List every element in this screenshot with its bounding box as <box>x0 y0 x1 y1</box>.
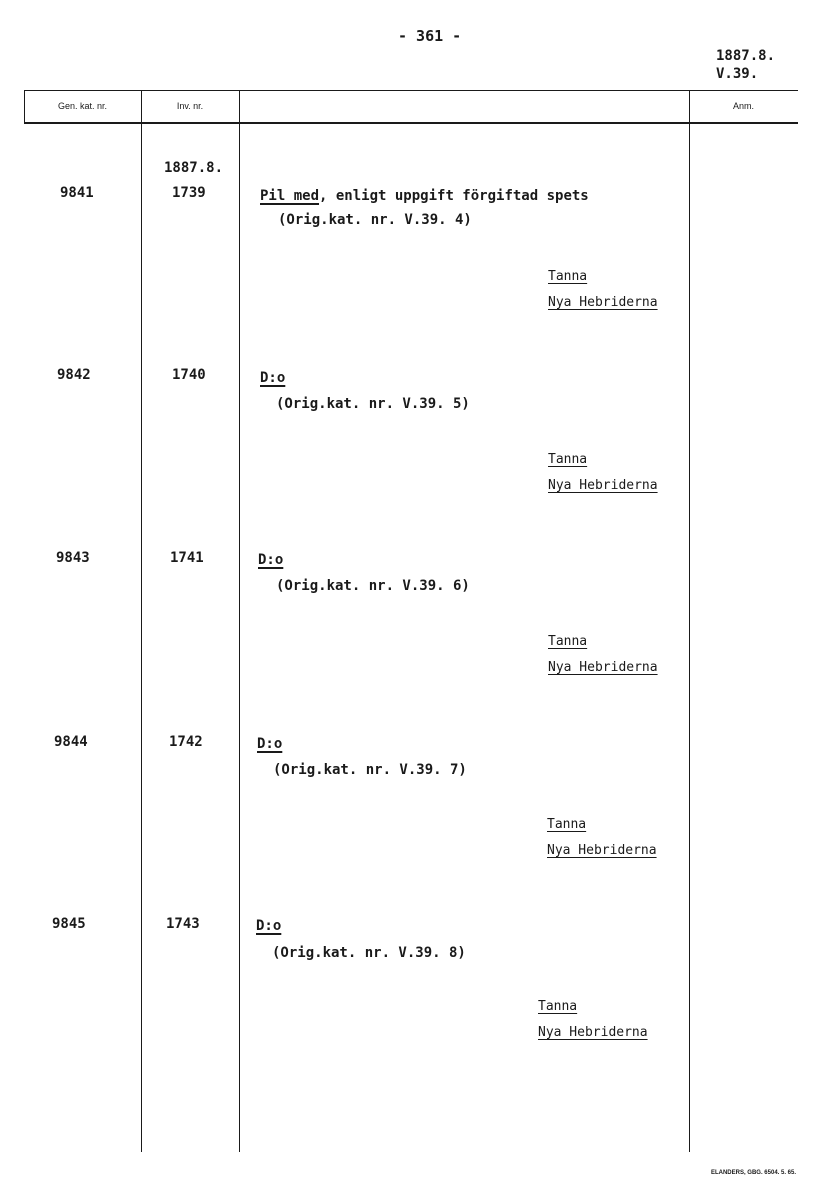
catalog-reference-year: 1887.8. <box>716 48 776 64</box>
place-island: Tanna <box>548 634 588 649</box>
inv-prefix: 1887.8. <box>164 160 224 176</box>
gen-kat-number: 9845 <box>52 916 86 932</box>
orig-kat-number: (Orig.kat. nr. V.39. 5) <box>276 396 470 412</box>
inv-number: 1739 <box>172 185 206 201</box>
place-island: Tanna <box>538 999 578 1014</box>
entry-title-underlined: D:o <box>256 918 282 934</box>
entry-title <box>257 736 282 752</box>
column-divider-gen-inv <box>141 90 142 1152</box>
column-divider-inv-desc <box>239 90 240 1152</box>
place-region: Nya Hebriderna <box>547 843 657 858</box>
entry-title-underlined: Pil med <box>260 188 320 204</box>
entry-title-underlined: D:o <box>260 370 286 386</box>
place-region: Nya Hebriderna <box>538 1025 648 1040</box>
orig-kat-number: (Orig.kat. nr. V.39. 8) <box>272 945 466 961</box>
orig-kat-number: (Orig.kat. nr. V.39. 4) <box>278 212 472 228</box>
place-block <box>538 994 648 1046</box>
gen-kat-number: 9842 <box>57 367 91 383</box>
place-island: Tanna <box>548 452 588 467</box>
gen-kat-number: 9844 <box>54 734 88 750</box>
catalog-reference-code: V.39. <box>716 66 759 82</box>
entry-title <box>256 918 281 934</box>
place-block <box>548 629 658 681</box>
place-block <box>548 447 658 499</box>
entry-title <box>260 188 589 204</box>
entry-title <box>258 552 283 568</box>
place-island: Tanna <box>547 817 587 832</box>
column-header-inv-nr: Inv. nr. <box>176 101 204 111</box>
gen-kat-number: 9843 <box>56 550 90 566</box>
place-island: Tanna <box>548 269 588 284</box>
entry-title-underlined: D:o <box>257 736 283 752</box>
inv-number: 1741 <box>170 550 204 566</box>
column-divider-desc-anm <box>689 90 690 1152</box>
place-block <box>548 264 658 316</box>
column-header-anm: Anm. <box>732 101 754 111</box>
page-number: - 361 - <box>398 27 462 45</box>
place-region: Nya Hebriderna <box>548 478 658 493</box>
place-region: Nya Hebriderna <box>548 660 658 675</box>
orig-kat-number: (Orig.kat. nr. V.39. 6) <box>276 578 470 594</box>
catalog-reference <box>716 47 775 83</box>
orig-kat-number: (Orig.kat. nr. V.39. 7) <box>273 762 467 778</box>
printer-imprint: ELANDERS, GBG. 6504. 5. 65. <box>710 1170 796 1176</box>
entry-title <box>260 370 285 386</box>
place-region: Nya Hebriderna <box>548 295 658 310</box>
entry-title-underlined: D:o <box>258 552 284 568</box>
inv-number: 1743 <box>166 916 200 932</box>
inv-number: 1742 <box>169 734 203 750</box>
inv-number: 1740 <box>172 367 206 383</box>
gen-kat-number: 9841 <box>60 185 94 201</box>
entry-title-rest: , enligt uppgift förgiftad spets <box>319 188 589 204</box>
column-header-gen-kat-nr: Gen. kat. nr. <box>57 101 108 111</box>
place-block <box>547 812 657 864</box>
